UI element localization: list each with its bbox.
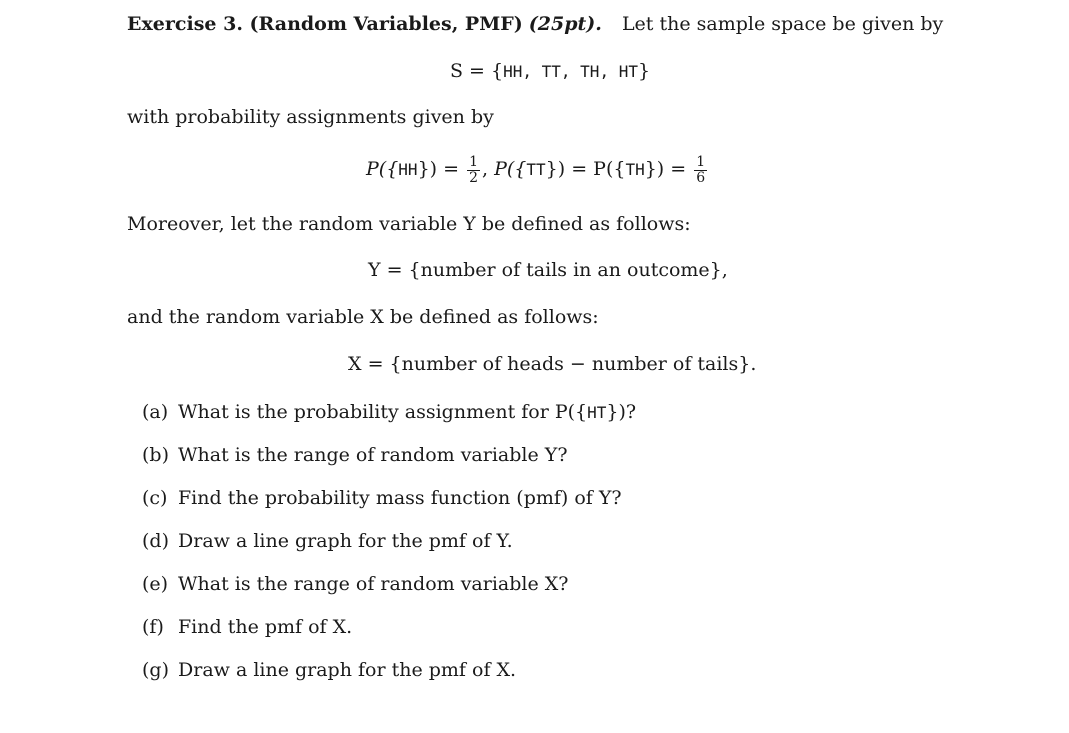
question-text-end: })? <box>606 401 637 423</box>
probability-intro: with probability assignments given by <box>127 106 494 128</box>
exercise-points: (25pt). <box>528 13 602 35</box>
fraction-denominator: 2 <box>469 169 478 186</box>
question-a <box>142 400 636 425</box>
question-label: (g) <box>142 659 169 681</box>
exercise-intro: Let the sample space be given by <box>621 13 944 35</box>
p-tt-prefix: P({ <box>494 158 527 180</box>
fraction-numerator: 1 <box>696 153 706 170</box>
sample-space-outcomes: HH, TT, TH, HT <box>503 62 638 81</box>
question-text: What is the probability assignment for P({ <box>178 401 588 423</box>
question-label: (a) <box>142 401 169 423</box>
sample-space-rhs: } <box>637 60 651 82</box>
fraction-one-half <box>467 155 480 186</box>
question-text: What is the range of random variable X? <box>178 573 569 595</box>
question-event: HT <box>587 403 607 422</box>
p-hh-suffix: }) = <box>417 158 460 180</box>
y-intro: Moreover, let the random variable Y be defined as follows: <box>127 213 691 235</box>
question-f <box>142 615 352 639</box>
question-label: (f) <box>142 616 164 638</box>
fraction-denominator: 6 <box>696 169 706 186</box>
question-text: Find the pmf of X. <box>178 616 353 638</box>
question-text: What is the range of random variable Y? <box>178 444 568 466</box>
p-th-suffix: }) = <box>644 158 687 180</box>
question-e <box>142 572 568 596</box>
p-hh-prefix: P({ <box>366 158 399 180</box>
question-label: (e) <box>142 573 169 595</box>
p-th-event: TH <box>625 160 645 179</box>
question-text: Draw a line graph for the pmf of X. <box>178 659 517 681</box>
y-definition: Y = {number of tails in an outcome}, <box>368 259 728 281</box>
question-c <box>142 486 622 510</box>
exercise-title: Exercise 3. (Random Variables, PMF) <box>127 13 523 35</box>
sample-space-lhs: S = { <box>450 60 504 82</box>
question-text: Find the probability mass function (pmf) of Y? <box>178 487 622 509</box>
question-label: (b) <box>142 444 169 466</box>
x-definition: X = {number of heads − number of tails}. <box>348 353 757 375</box>
question-g <box>142 658 516 682</box>
question-d <box>142 529 513 553</box>
p-tt-mid: }) = P({ <box>545 158 626 180</box>
p-hh-event: HH <box>398 160 418 179</box>
probability-equation <box>366 149 709 190</box>
fraction-numerator: 1 <box>469 153 478 170</box>
question-label: (c) <box>142 487 168 509</box>
question-label: (d) <box>142 530 169 552</box>
p-tt-event: TT <box>526 160 546 179</box>
x-intro: and the random variable X be defined as follows: <box>127 306 599 328</box>
fraction-one-sixth <box>694 155 707 186</box>
question-b <box>142 443 568 467</box>
comma: , <box>482 158 489 180</box>
question-text: Draw a line graph for the pmf of Y. <box>178 530 513 552</box>
exercise-header <box>127 12 943 36</box>
sample-space-equation <box>450 59 650 84</box>
